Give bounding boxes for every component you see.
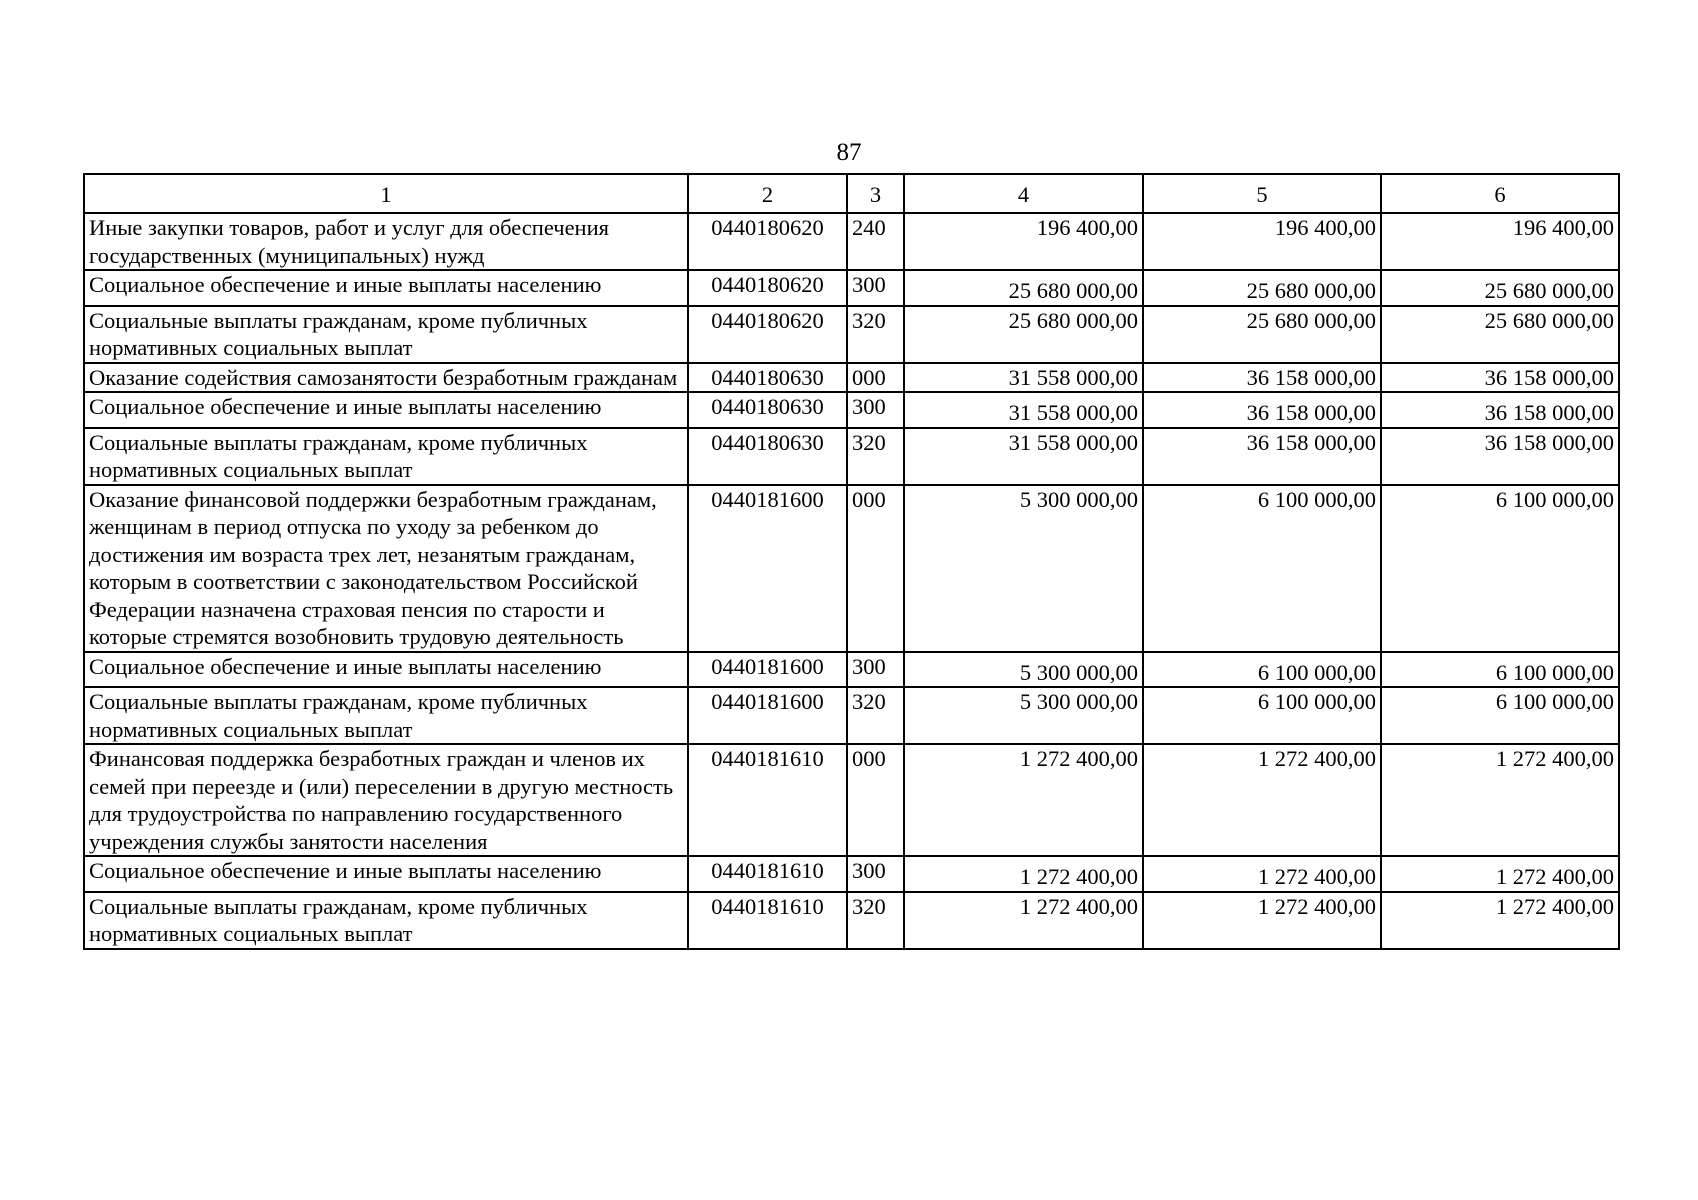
table-row (84, 392, 1619, 428)
row-amount-col4: 1 272 400,00 (904, 892, 1143, 949)
row-target-code: 0440181610 (688, 744, 847, 856)
row-amount-col6: 36 158 000,00 (1381, 392, 1619, 428)
row-amount-col4: 25 680 000,00 (904, 270, 1143, 306)
row-amount-col4: 25 680 000,00 (904, 306, 1143, 363)
column-header: 3 (847, 174, 904, 213)
row-expense-type: 320 (847, 428, 904, 485)
row-name: Оказание финансовой поддержки безработным гражданам, женщинам в период отпуска по уходу за ребенком до достижения им возраста трех лет, незанятым гражданам, которым в соответствии с законодательством Российской Федерации назначена страховая пенсия по старости и которые стремятся возобновить трудовую деятельность (84, 485, 688, 652)
row-amount-col4: 5 300 000,00 (904, 652, 1143, 688)
row-expense-type: 300 (847, 652, 904, 688)
row-name: Социальное обеспечение и иные выплаты населению (84, 652, 688, 688)
row-amount-col5: 1 272 400,00 (1143, 856, 1381, 892)
row-amount-col5: 36 158 000,00 (1143, 392, 1381, 428)
table-row (84, 306, 1619, 363)
row-amount-col6: 1 272 400,00 (1381, 744, 1619, 856)
row-amount-col6: 6 100 000,00 (1381, 652, 1619, 688)
row-target-code: 0440180620 (688, 213, 847, 270)
row-name: Социальные выплаты гражданам, кроме публичных нормативных социальных выплат (84, 892, 688, 949)
row-name: Социальное обеспечение и иные выплаты населению (84, 392, 688, 428)
table-row (84, 363, 1619, 393)
row-name: Социальные выплаты гражданам, кроме публичных нормативных социальных выплат (84, 428, 688, 485)
table-row (84, 744, 1619, 856)
row-target-code: 0440180630 (688, 392, 847, 428)
row-expense-type: 300 (847, 392, 904, 428)
page-number: 87 (836, 139, 862, 166)
row-amount-col6: 6 100 000,00 (1381, 687, 1619, 744)
row-amount-col5: 6 100 000,00 (1143, 687, 1381, 744)
row-amount-col6: 1 272 400,00 (1381, 892, 1619, 949)
row-target-code: 0440181610 (688, 856, 847, 892)
row-expense-type: 000 (847, 744, 904, 856)
row-name: Финансовая поддержка безработных граждан и членов их семей при переезде и (или) переселении в другую местность для трудоустройства по направлению государственного учреждения службы занятости населения (84, 744, 688, 856)
table-header-row (84, 174, 1619, 213)
row-amount-col4: 1 272 400,00 (904, 744, 1143, 856)
row-amount-col5: 25 680 000,00 (1143, 306, 1381, 363)
column-header: 1 (84, 174, 688, 213)
row-amount-col6: 36 158 000,00 (1381, 428, 1619, 485)
row-target-code: 0440180630 (688, 428, 847, 485)
row-amount-col5: 6 100 000,00 (1143, 485, 1381, 652)
row-amount-col5: 6 100 000,00 (1143, 652, 1381, 688)
row-name: Иные закупки товаров, работ и услуг для обеспечения государственных (муниципальных) нужд (84, 213, 688, 270)
column-header: 6 (1381, 174, 1619, 213)
row-amount-col6: 25 680 000,00 (1381, 270, 1619, 306)
row-name: Социальные выплаты гражданам, кроме публичных нормативных социальных выплат (84, 306, 688, 363)
row-expense-type: 240 (847, 213, 904, 270)
column-header: 4 (904, 174, 1143, 213)
row-target-code: 0440181610 (688, 892, 847, 949)
table-row (84, 892, 1619, 949)
row-amount-col4: 31 558 000,00 (904, 363, 1143, 393)
table-row (84, 652, 1619, 688)
row-amount-col4: 31 558 000,00 (904, 392, 1143, 428)
row-amount-col6: 1 272 400,00 (1381, 856, 1619, 892)
row-expense-type: 320 (847, 306, 904, 363)
row-amount-col4: 5 300 000,00 (904, 687, 1143, 744)
table-row (84, 428, 1619, 485)
row-amount-col5: 25 680 000,00 (1143, 270, 1381, 306)
table-row (84, 213, 1619, 270)
row-amount-col5: 36 158 000,00 (1143, 363, 1381, 393)
row-amount-col6: 36 158 000,00 (1381, 363, 1619, 393)
row-amount-col5: 196 400,00 (1143, 213, 1381, 270)
row-amount-col5: 36 158 000,00 (1143, 428, 1381, 485)
row-name: Социальное обеспечение и иные выплаты населению (84, 856, 688, 892)
row-expense-type: 000 (847, 485, 904, 652)
row-name: Социальные выплаты гражданам, кроме публичных нормативных социальных выплат (84, 687, 688, 744)
table-row (84, 485, 1619, 652)
row-target-code: 0440180630 (688, 363, 847, 393)
row-name: Социальное обеспечение и иные выплаты населению (84, 270, 688, 306)
column-header: 2 (688, 174, 847, 213)
row-target-code: 0440180620 (688, 270, 847, 306)
row-target-code: 0440180620 (688, 306, 847, 363)
row-amount-col5: 1 272 400,00 (1143, 892, 1381, 949)
row-expense-type: 320 (847, 687, 904, 744)
row-target-code: 0440181600 (688, 687, 847, 744)
row-amount-col6: 196 400,00 (1381, 213, 1619, 270)
row-amount-col4: 1 272 400,00 (904, 856, 1143, 892)
row-amount-col4: 31 558 000,00 (904, 428, 1143, 485)
budget-table (83, 173, 1620, 950)
row-target-code: 0440181600 (688, 652, 847, 688)
row-target-code: 0440181600 (688, 485, 847, 652)
table-row (84, 270, 1619, 306)
row-expense-type: 300 (847, 856, 904, 892)
row-amount-col6: 25 680 000,00 (1381, 306, 1619, 363)
row-expense-type: 320 (847, 892, 904, 949)
row-expense-type: 300 (847, 270, 904, 306)
table-row (84, 856, 1619, 892)
table-row (84, 687, 1619, 744)
row-expense-type: 000 (847, 363, 904, 393)
row-amount-col5: 1 272 400,00 (1143, 744, 1381, 856)
row-amount-col6: 6 100 000,00 (1381, 485, 1619, 652)
column-header: 5 (1143, 174, 1381, 213)
row-amount-col4: 196 400,00 (904, 213, 1143, 270)
row-name: Оказание содействия самозанятости безработным гражданам (84, 363, 688, 393)
row-amount-col4: 5 300 000,00 (904, 485, 1143, 652)
